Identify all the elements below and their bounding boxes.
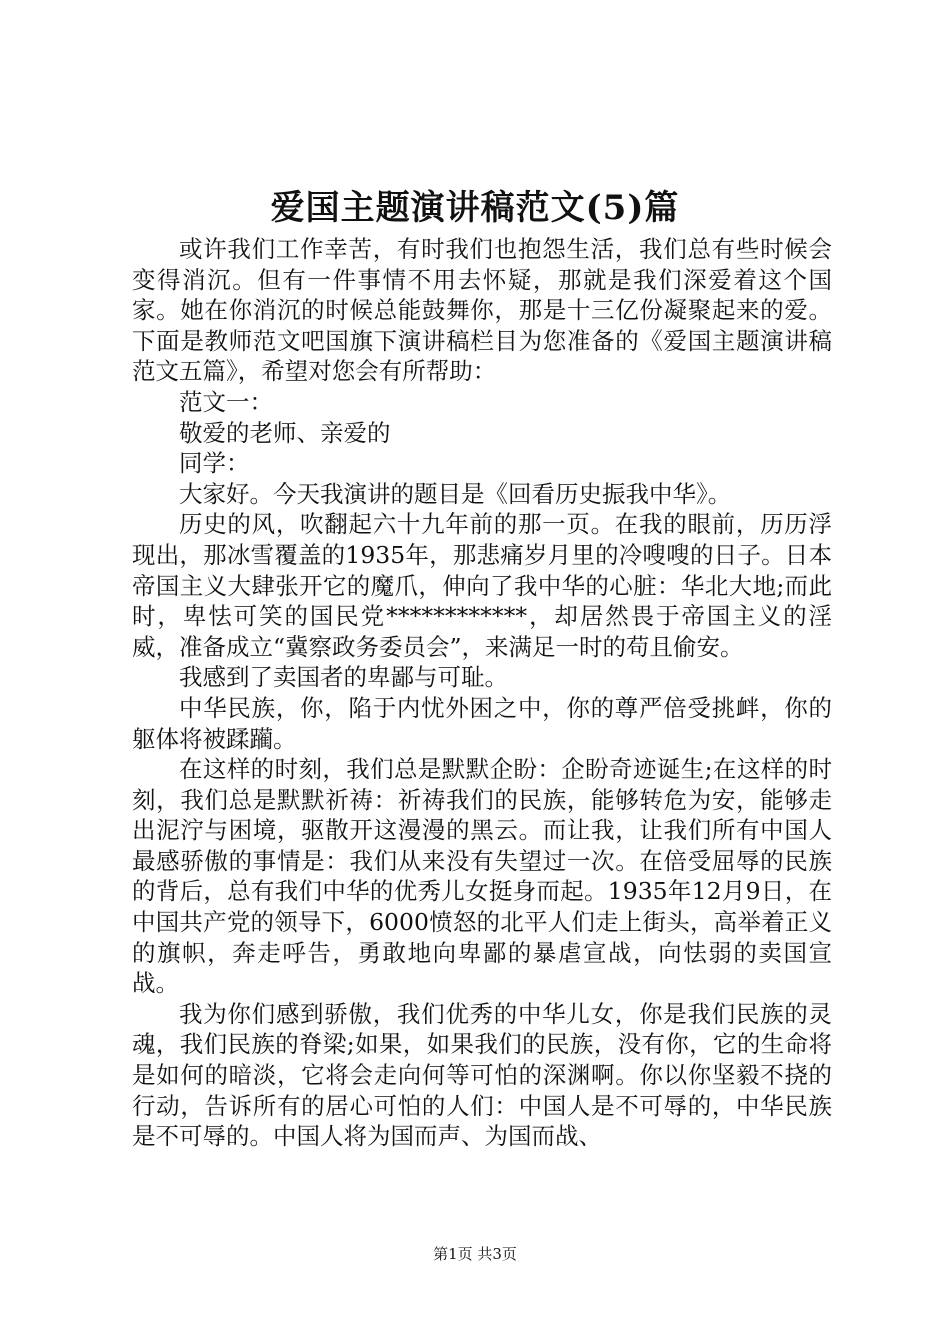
paragraph: 大家好。今天我演讲的题目是《回看历史振我中华》。 (179, 479, 732, 508)
paragraph: 在这样的时刻，我们总是默默企盼：企盼奇迹诞生;在这样的时刻，我们总是默默祈祷：祈祷我们的民族，能够转危为安，能够走出泥泞与困境，驱散开这漫漫的黑云。而让我，让我们所有中国人最感骄傲的事情是：我们从来没有失望过一次。在倍受屈辱的民族的背后，总有我们中华的优秀儿女挺身而起。1935年12月9日，在中国共产党的领导下，6000愤怒的北平人们走上街头，高举着正义的旗帜，奔走呼告，勇敢地向卑鄙的暴虐宣战，向怯弱的卖国宣战。 (132, 755, 832, 998)
paragraph: 同学： (179, 449, 250, 478)
paragraph: 中华民族，你，陷于内忧外困之中，你的尊严倍受挑衅，你的躯体将被蹂躏。 (132, 693, 832, 753)
paragraph: 历史的风，吹翻起六十九年前的那一页。在我的眼前，历历浮现出，那冰雪覆盖的1935年，那悲痛岁月里的冷嗖嗖的日子。日本帝国主义大肆张开它的魔爪，伸向了我中华的心脏：华北大地;而此时，卑怯可笑的国民党************，却居然畏于帝国主义的淫威，准备成立“冀察政务委员会”，来满足一时的苟且偷安。 (132, 510, 832, 661)
document-title: 爱国主题演讲稿范文(5)篇 (270, 188, 680, 228)
paragraph: 敬爱的老师、亲爱的 (179, 418, 391, 447)
paragraph: 我感到了卖国者的卑鄙与可耻。 (179, 663, 508, 692)
paragraph: 范文一： (179, 387, 273, 416)
paragraph: 或许我们工作幸苦，有时我们也抱怨生活，我们总有些时候会变得消沉。但有一件事情不用去怀疑，那就是我们深爱着这个国家。她在你消沉的时候总能鼓舞你，那是十三亿份凝聚起来的爱。下面是教师范文吧国旗下演讲稿栏目为您准备的《爱国主题演讲稿范文五篇》，希望对您会有所帮助： (132, 235, 832, 386)
document-body (132, 234, 832, 1152)
paragraph: 我为你们感到骄傲，我们优秀的中华儿女，你是我们民族的灵魂，我们民族的脊梁;如果，如果我们的民族，没有你，它的生命将是如何的暗淡，它将会走向何等可怕的深渊啊。你以你坚毅不挠的行动，告诉所有的居心可怕的人们：中国人是不可辱的，中华民族是不可辱的。中国人将为国而声、为国而战、 (132, 999, 832, 1151)
page-footer: 第1页 共3页 (433, 1245, 517, 1263)
